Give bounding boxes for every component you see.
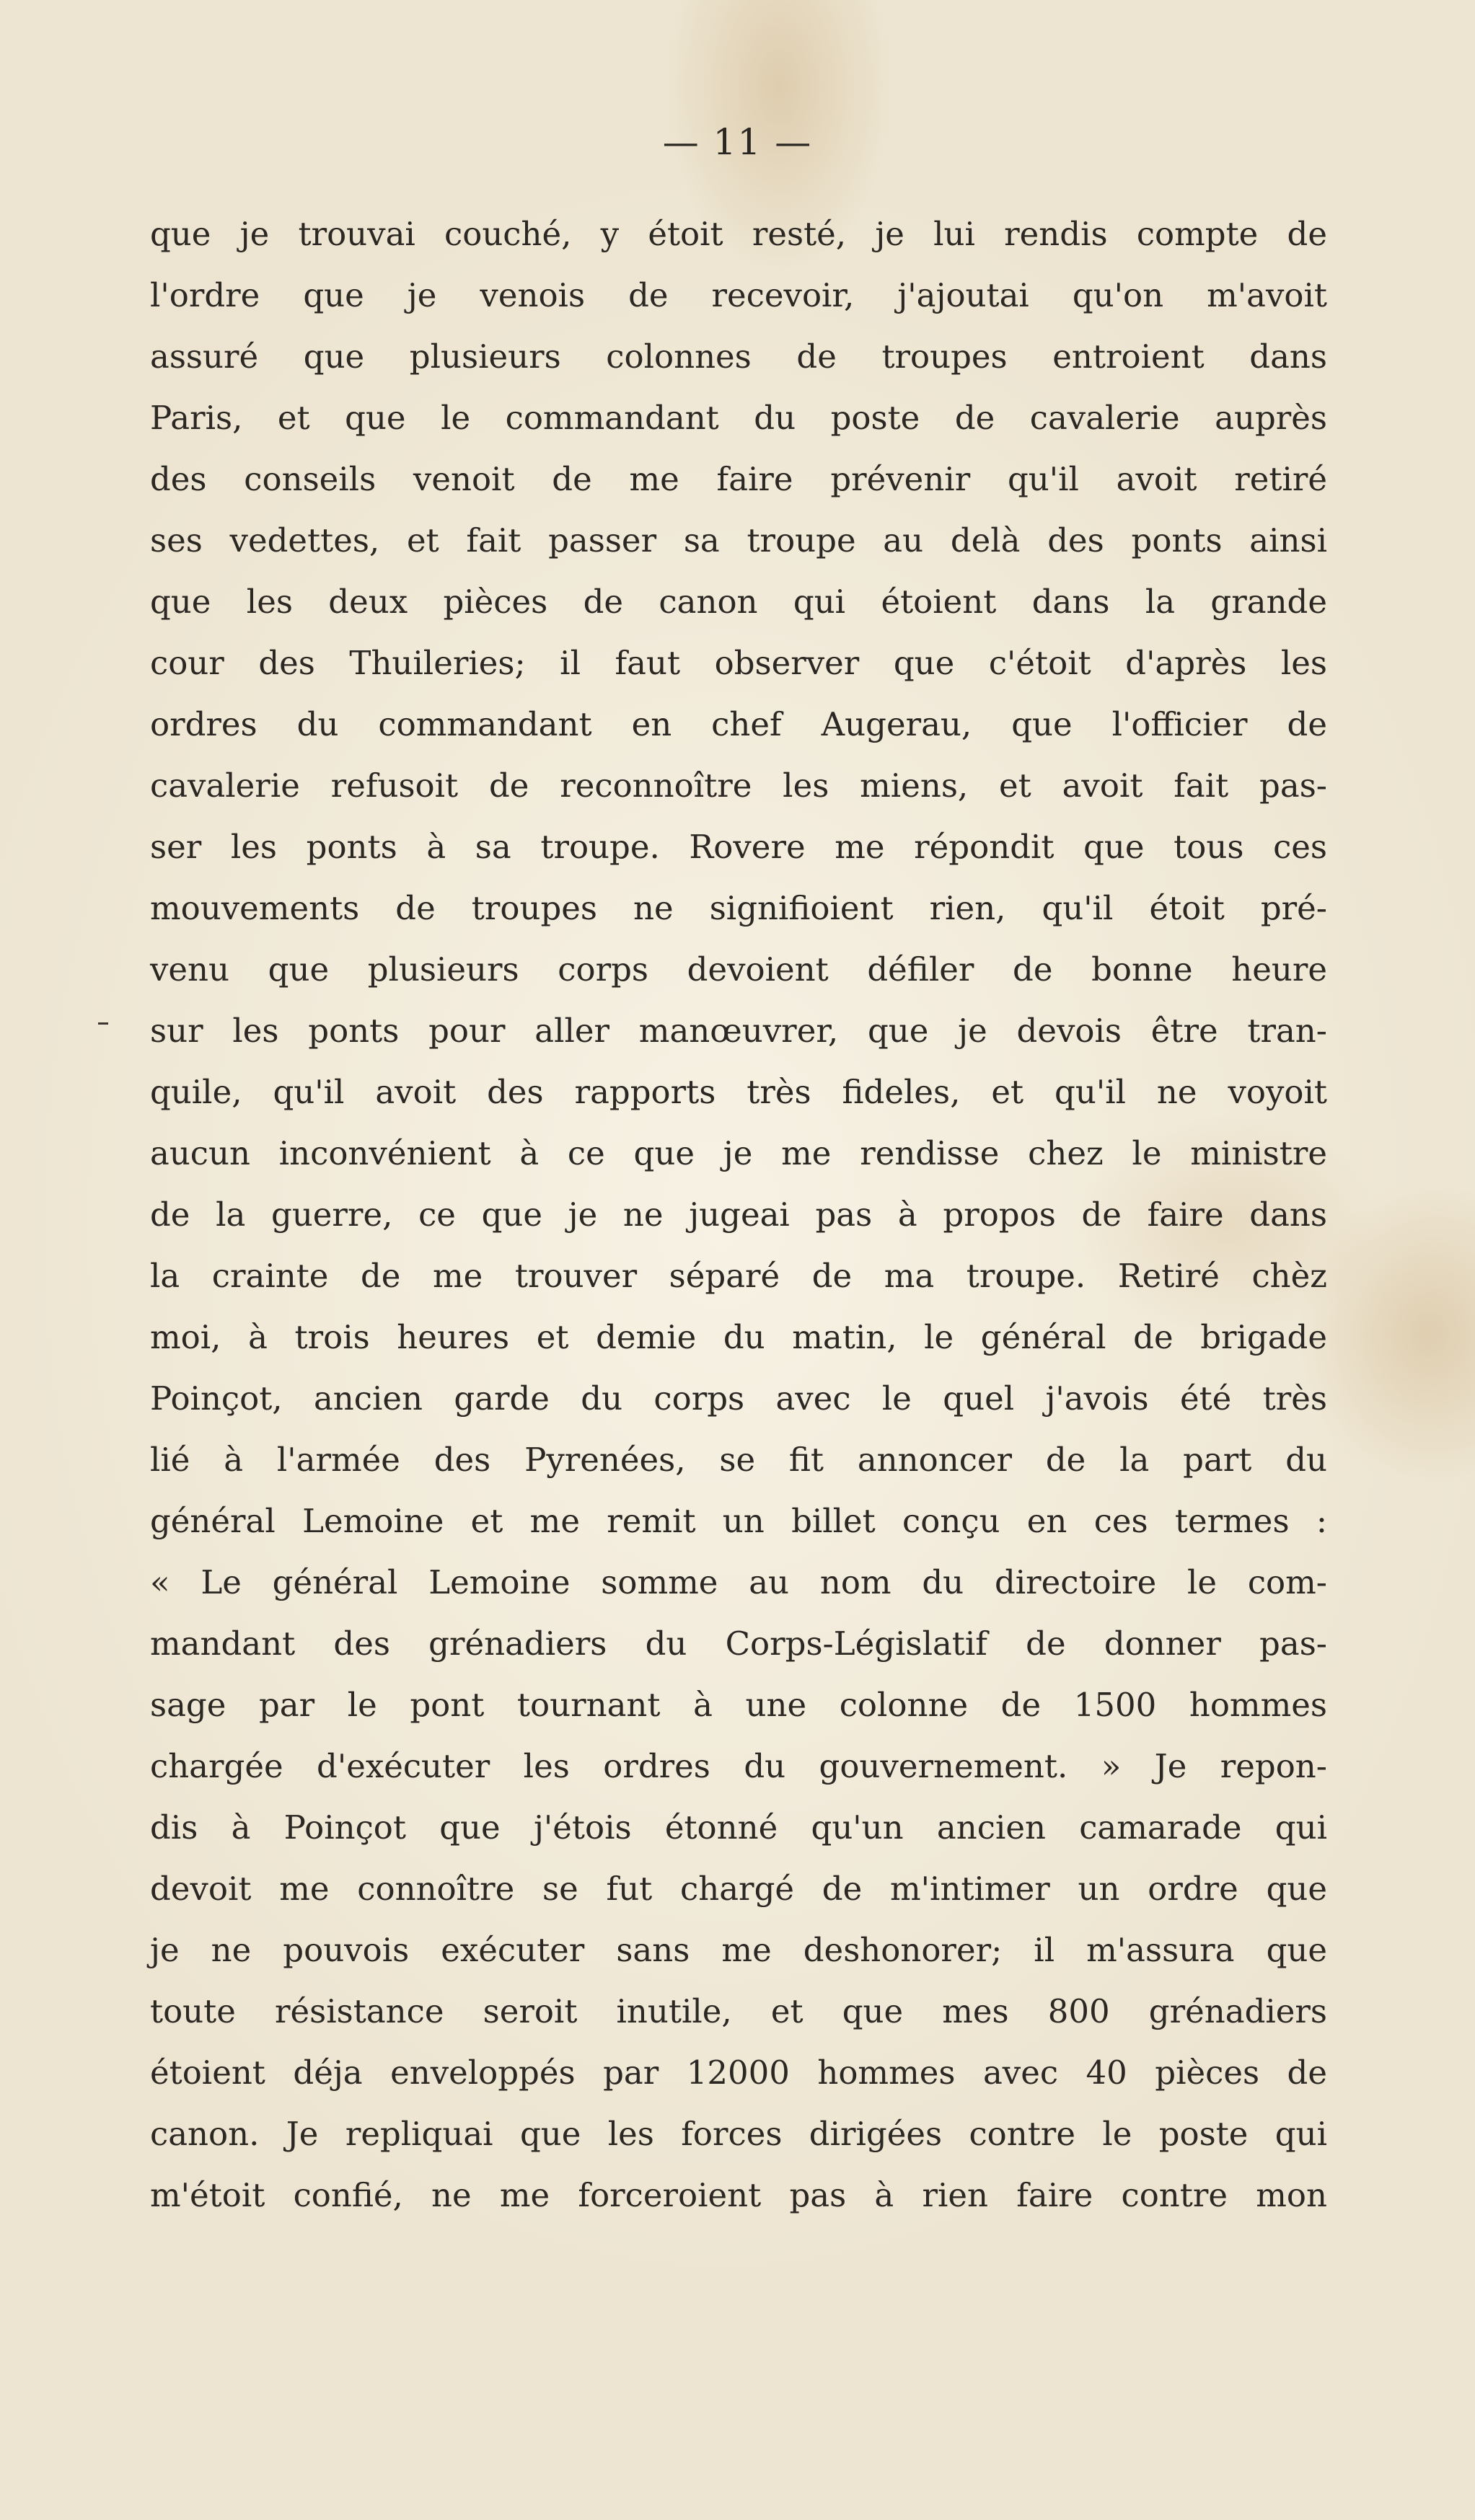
text-line: « Le général Lemoine somme au nom du directoire le com- [150,1563,1327,1601]
text-line: ses vedettes, et fait passer sa troupe au delà des ponts ainsi [150,521,1327,560]
text-line: sage par le pont tournant à une colonne de 1500 hommes [150,1686,1327,1724]
text-line: cour des Thuileries; il faut observer que c'étoit d'après les [150,644,1327,682]
text-line: toute résistance seroit inutile, et que mes 800 grénadiers [150,1992,1327,2030]
text-line: ser les ponts à sa troupe. Rovere me répondit que tous ces [150,828,1327,866]
text-line: assuré que plusieurs colonnes de troupes entroient dans [150,337,1327,376]
page-number: — 11 — [662,121,813,163]
text-line: cavalerie refusoit de reconnoître les miens, et avoit fait pas- [150,766,1327,805]
text-line: moi, à trois heures et demie du matin, le général de brigade [150,1318,1327,1356]
text-line: mouvements de troupes ne signifioient rien, qu'il étoit pré- [150,889,1327,927]
text-line: venu que plusieurs corps devoient défiler de bonne heure [150,950,1327,989]
text-line: aucun inconvénient à ce que je me rendisse chez le ministre [150,1134,1327,1172]
text-line: devoit me connoître se fut chargé de m'intimer un ordre que [150,1870,1327,1908]
text-line: Paris, et que le commandant du poste de cavalerie auprès [150,399,1327,437]
body-text [150,203,1327,2226]
text-line: lié à l'armée des Pyrenées, se fit annoncer de la part du [150,1441,1327,1479]
text-line: chargée d'exécuter les ordres du gouvernement. » Je repon- [150,1747,1327,1785]
text-line: l'ordre que je venois de recevoir, j'ajoutai qu'on m'avoit [150,276,1327,314]
text-line: la crainte de me trouver séparé de ma troupe. Retiré chèz [150,1257,1327,1295]
margin-mark [98,1022,108,1025]
text-line: général Lemoine et me remit un billet conçu en ces termes : [150,1502,1327,1540]
text-line: étoient déja enveloppés par 12000 hommes avec 40 pièces de [150,2053,1327,2092]
text-line: ordres du commandant en chef Augerau, que l'officier de [150,705,1327,743]
text-line: dis à Poinçot que j'étois étonné qu'un ancien camarade qui [150,1808,1327,1847]
text-line: mandant des grénadiers du Corps-Législatif de donner pas- [150,1624,1327,1663]
text-line: Poinçot, ancien garde du corps avec le quel j'avois été très [150,1379,1327,1418]
text-line: que je trouvai couché, y étoit resté, je lui rendis compte de [150,215,1327,253]
text-line: des conseils venoit de me faire prévenir qu'il avoit retiré [150,460,1327,498]
text-line: que les deux pièces de canon qui étoient dans la grande [150,583,1327,621]
text-line: de la guerre, ce que je ne jugeai pas à propos de faire dans [150,1195,1327,1234]
text-line: quile, qu'il avoit des rapports très fideles, et qu'il ne voyoit [150,1073,1327,1111]
text-line: m'étoit confié, ne me forceroient pas à rien faire contre mon [150,2176,1327,2214]
text-line: canon. Je repliquai que les forces dirigées contre le poste qui [150,2115,1327,2153]
text-line: je ne pouvois exécuter sans me deshonorer; il m'assura que [150,1931,1327,1969]
text-line: sur les ponts pour aller manœuvrer, que je devois être tran- [150,1012,1327,1050]
